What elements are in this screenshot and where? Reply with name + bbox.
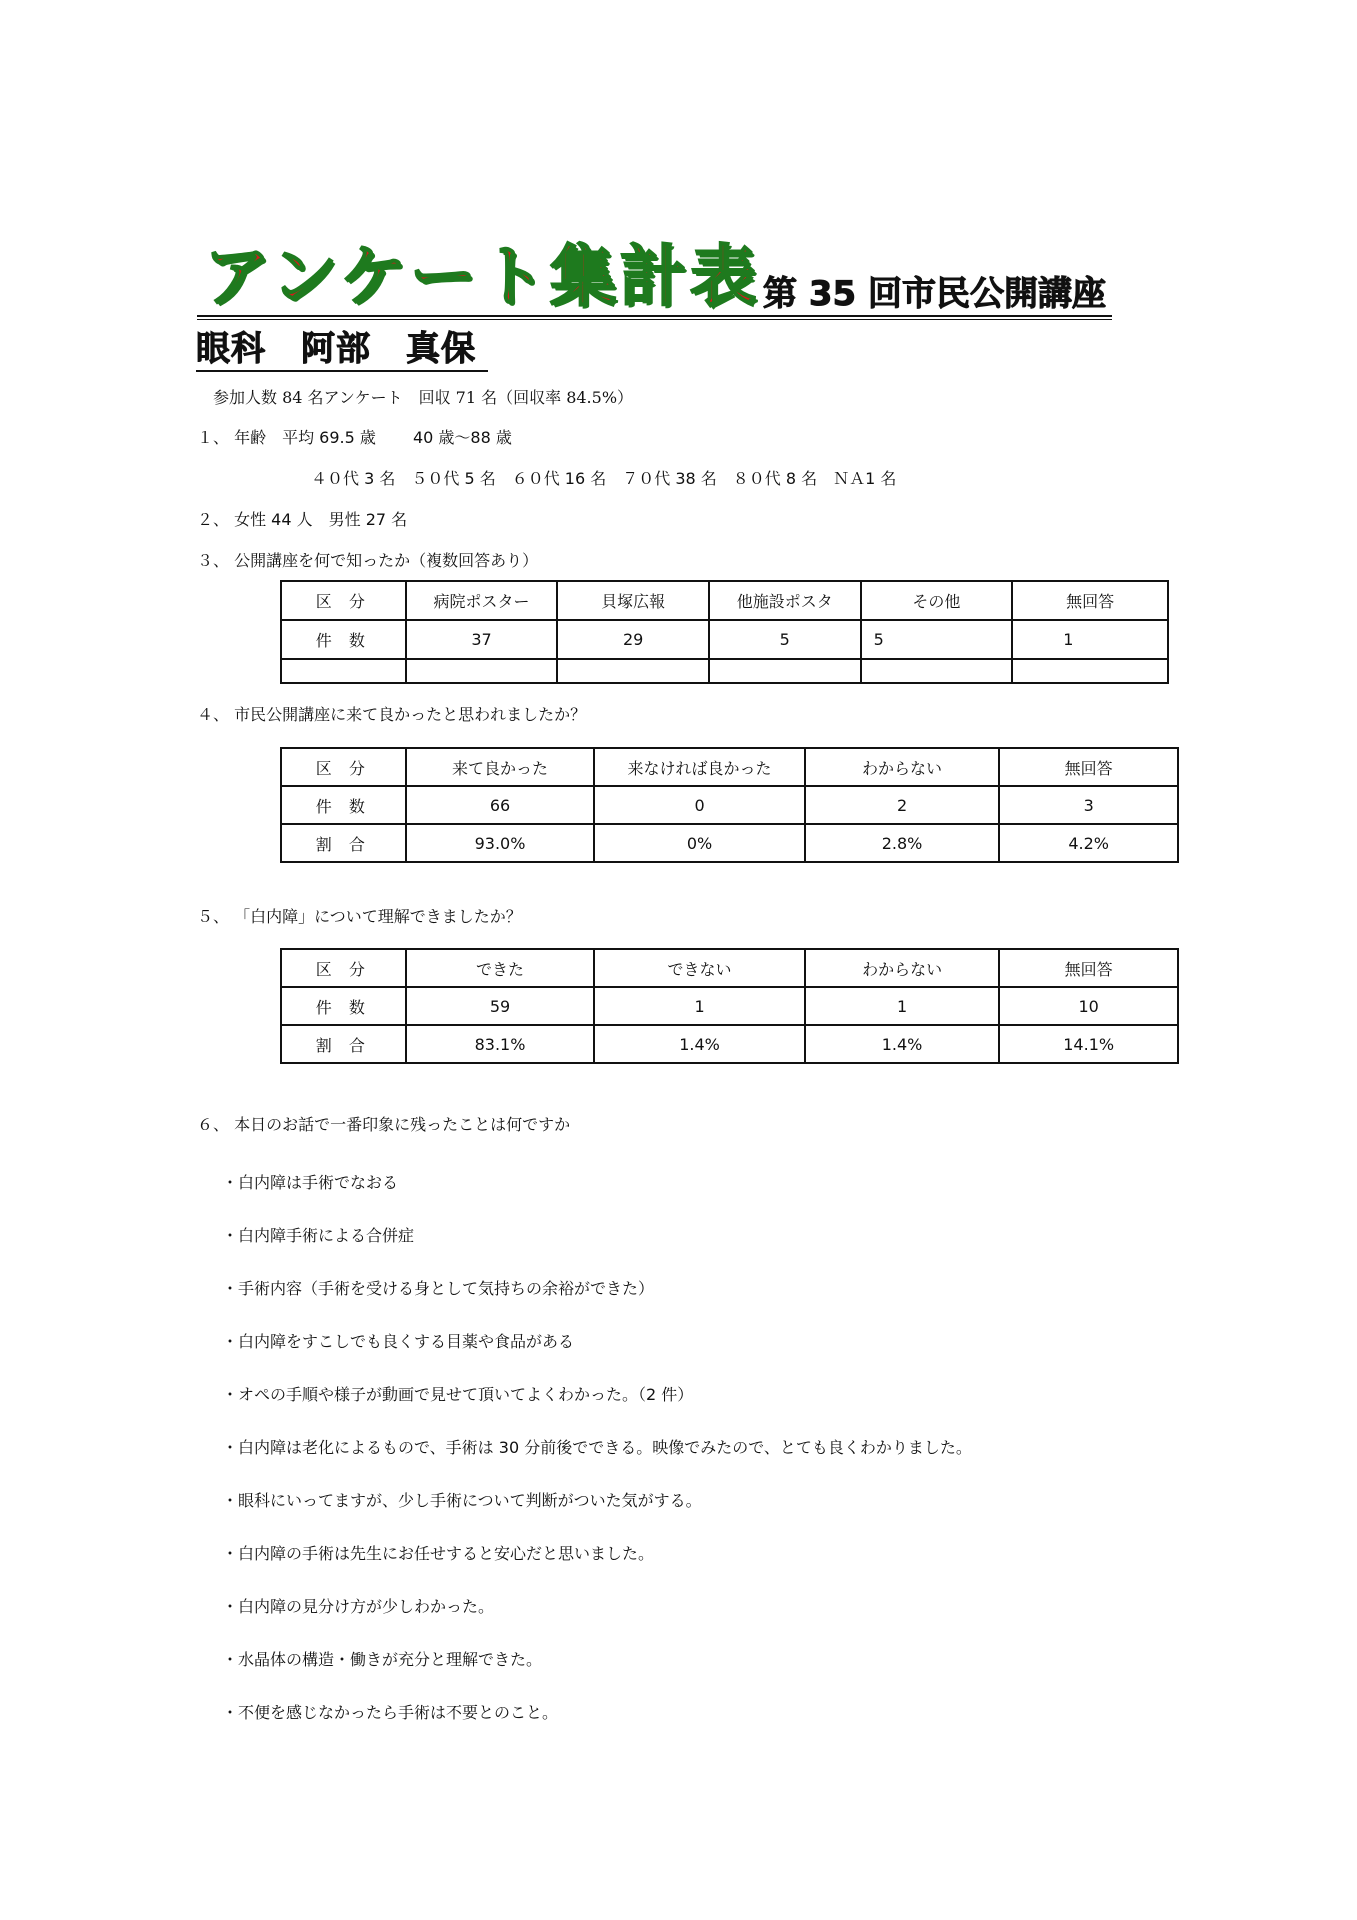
table-cell: 37	[406, 620, 558, 659]
table-cell: 区 分	[281, 581, 406, 620]
table-cell: 10	[999, 987, 1178, 1025]
comment-item: ・白内障は手術でなおる	[222, 1173, 399, 1192]
table-cell: 66	[406, 786, 595, 824]
q3-source-table	[280, 580, 1169, 684]
table-cell: 93.0%	[406, 824, 595, 862]
comment-item: ・水晶体の構造・働きが充分と理解できた。	[222, 1650, 543, 1669]
table-cell: できた	[406, 949, 595, 987]
table-cell: 区 分	[281, 748, 406, 786]
comment-item: ・白内障をすこしでも良くする目薬や食品がある	[222, 1332, 575, 1351]
q2-gender-line: ２、 女性 44 人 男性 27 名	[197, 510, 408, 529]
q1-age-breakdown: ４０代 3 名 ５０代 5 名 ６０代 16 名 ７０代 38 名 ８０代 8 名 ＮＡ1 名	[311, 469, 897, 488]
table-cell: 病院ポスター	[406, 581, 558, 620]
table-cell: 14.1%	[999, 1025, 1178, 1063]
table-cell: 1.4%	[594, 1025, 805, 1063]
table-cell	[861, 659, 1013, 683]
table-row	[281, 620, 1168, 659]
table-cell: 4.2%	[999, 824, 1178, 862]
table-cell: 1.4%	[805, 1025, 1000, 1063]
comment-item: ・白内障は老化によるもので、手術は 30 分前後でできる。映像でみたので、とても良くわかりました。	[222, 1438, 972, 1457]
table-row	[281, 824, 1178, 862]
q4-satisfaction-table	[280, 747, 1179, 863]
table-row-empty	[281, 659, 1168, 683]
table-cell	[709, 659, 861, 683]
table-cell	[406, 659, 558, 683]
table-cell: 29	[557, 620, 709, 659]
table-cell	[557, 659, 709, 683]
table-cell: 2	[805, 786, 1000, 824]
comment-item: ・白内障手術による合併症	[222, 1226, 415, 1245]
table-cell: 無回答	[999, 748, 1178, 786]
comment-item: ・不便を感じなかったら手術は不要とのこと。	[222, 1703, 559, 1722]
table-cell: 割 合	[281, 824, 406, 862]
table-cell: 来なければ良かった	[594, 748, 804, 786]
q5-question: ５、 「白内障」について理解できましたか？	[197, 907, 522, 926]
table-row	[281, 1025, 1178, 1063]
table-cell: 無回答	[1012, 581, 1168, 620]
department-underline	[196, 370, 488, 372]
comment-item: ・白内障の見分け方が少しわかった。	[222, 1597, 495, 1616]
table-cell: 83.1%	[406, 1025, 595, 1063]
comment-item: ・眼科にいってますが、少し手術について判断がついた気がする。	[222, 1491, 702, 1510]
department-speaker: 眼科 阿部 真保	[196, 329, 476, 369]
table-header-row	[281, 581, 1168, 620]
table-cell: 無回答	[999, 949, 1178, 987]
table-cell: 1	[1012, 620, 1168, 659]
participation-summary: 参加人数 84 名アンケート 回収 71 名（回収率 84.5%）	[213, 388, 634, 407]
table-cell: 件 数	[281, 620, 406, 659]
comment-item: ・オペの手順や様子が動画で見せて頂いてよくわかった。（2 件）	[222, 1385, 694, 1404]
table-cell: 3	[999, 786, 1178, 824]
table-cell: 区 分	[281, 949, 406, 987]
comment-item: ・手術内容（手術を受ける身として気持ちの余裕ができた）	[222, 1279, 655, 1298]
table-cell: 5	[709, 620, 861, 659]
q1-age-line: １、 年齢 平均 69.5 歳 40 歳～88 歳	[197, 428, 512, 447]
table-cell: わからない	[805, 949, 1000, 987]
q6-question: ６、 本日のお話で一番印象に残ったことは何ですか	[197, 1115, 571, 1134]
table-cell: その他	[861, 581, 1013, 620]
table-cell: 貝塚広報	[557, 581, 709, 620]
table-row	[281, 987, 1178, 1025]
table-cell: できない	[594, 949, 805, 987]
table-cell: 0%	[594, 824, 804, 862]
table-cell	[281, 659, 406, 683]
survey-title: アンケート集計表	[204, 238, 761, 315]
table-cell: 割 合	[281, 1025, 406, 1063]
title-underline	[197, 315, 1112, 317]
q5-understanding-table	[280, 948, 1179, 1064]
table-cell: 1	[805, 987, 1000, 1025]
table-cell	[1012, 659, 1168, 683]
comment-item: ・白内障の手術は先生にお任せすると安心だと思いました。	[222, 1544, 655, 1563]
table-header-row	[281, 748, 1178, 786]
table-cell: 59	[406, 987, 595, 1025]
table-cell: 来て良かった	[406, 748, 595, 786]
table-cell: 5	[861, 620, 1013, 659]
table-cell: 件 数	[281, 987, 406, 1025]
q3-question: ３、 公開講座を何で知ったか（複数回答あり）	[197, 551, 539, 570]
table-cell: 1	[594, 987, 805, 1025]
table-cell: 他施設ポスタ	[709, 581, 861, 620]
table-cell: 件 数	[281, 786, 406, 824]
table-row	[281, 786, 1178, 824]
table-header-row	[281, 949, 1178, 987]
q4-question: ４、 市民公開講座に来て良かったと思われましたか？	[197, 705, 587, 724]
table-cell: 2.8%	[805, 824, 1000, 862]
lecture-subtitle: 第 35 回市民公開講座	[763, 274, 1106, 314]
title-underline-thin	[197, 319, 1112, 320]
table-cell: 0	[594, 786, 804, 824]
table-cell: わからない	[805, 748, 1000, 786]
